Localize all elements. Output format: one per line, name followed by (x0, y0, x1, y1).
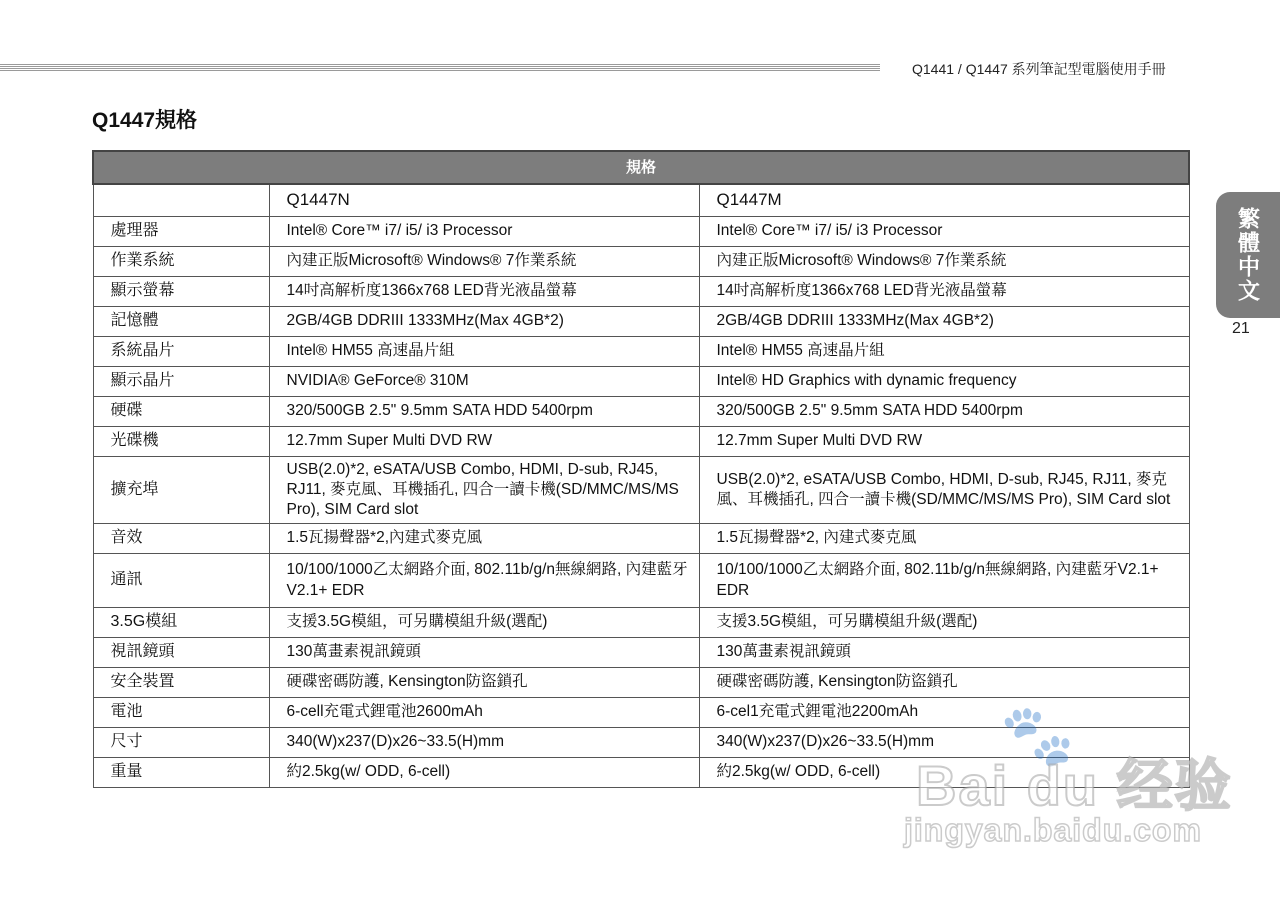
watermark-url: jingyan.baidu.com (904, 812, 1202, 848)
q1447n-value: USB(2.0)*2, eSATA/USB Combo, HDMI, D-sub, RJ45, RJ11, 麥克風、耳機插孔, 四合一讀卡機(SD/MMC/MS/MS Pro), SIM Card slot (269, 457, 699, 524)
row-label: 硬碟 (93, 397, 269, 427)
table-row (93, 247, 1189, 277)
q1447m-value: 10/100/1000乙太網路介面, 802.11b/g/n無線網路, 內建藍牙V2.1+ EDR (699, 554, 1189, 608)
model-header-m: Q1447M (699, 184, 1189, 217)
q1447m-value: 130萬畫素視訊鏡頭 (699, 638, 1189, 668)
q1447m-value: 內建正版Microsoft® Windows® 7作業系統 (699, 247, 1189, 277)
table-row (93, 728, 1189, 758)
spec-table (92, 150, 1190, 788)
table-row (93, 307, 1189, 337)
q1447n-value: 硬碟密碼防護, Kensington防盜鎖孔 (269, 668, 699, 698)
row-label: 電池 (93, 698, 269, 728)
watermark-logo: Bai du 经验 (916, 754, 1233, 817)
q1447n-value: 14吋高解析度1366x768 LED背光液晶螢幕 (269, 277, 699, 307)
q1447n-value: 支援3.5G模組，可另購模組升級(選配) (269, 608, 699, 638)
q1447m-value: 1.5瓦揚聲器*2, 內建式麥克風 (699, 524, 1189, 554)
row-label: 作業系統 (93, 247, 269, 277)
q1447n-value: NVIDIA® GeForce® 310M (269, 367, 699, 397)
header-rule (0, 64, 880, 72)
table-row (93, 337, 1189, 367)
q1447m-value: 硬碟密碼防護, Kensington防盜鎖孔 (699, 668, 1189, 698)
row-label: 光碟機 (93, 427, 269, 457)
q1447m-value: 340(W)x237(D)x26~33.5(H)mm (699, 728, 1189, 758)
model-header-row (93, 184, 1189, 217)
table-row (93, 698, 1189, 728)
page-number: 21 (1232, 320, 1250, 337)
row-label: 處理器 (93, 217, 269, 247)
paw-icon: 🐾 (1000, 702, 1075, 769)
table-title: 規格 (93, 151, 1189, 184)
q1447n-value: Intel® HM55 高速晶片組 (269, 337, 699, 367)
row-label: 通訊 (93, 554, 269, 608)
row-label: 安全裝置 (93, 668, 269, 698)
q1447n-value: 2GB/4GB DDRIII 1333MHz(Max 4GB*2) (269, 307, 699, 337)
q1447m-value: 14吋高解析度1366x768 LED背光液晶螢幕 (699, 277, 1189, 307)
row-label: 擴充埠 (93, 457, 269, 524)
row-label: 顯示晶片 (93, 367, 269, 397)
table-title-row (93, 151, 1189, 184)
language-tab (1216, 192, 1280, 318)
row-label: 音效 (93, 524, 269, 554)
q1447n-value: 約2.5kg(w/ ODD, 6-cell) (269, 758, 699, 788)
row-label: 記憶體 (93, 307, 269, 337)
q1447m-value: Intel® Core™ i7/ i5/ i3 Processor (699, 217, 1189, 247)
q1447m-value: Intel® HM55 高速晶片組 (699, 337, 1189, 367)
page-title: Q1447規格 (92, 109, 198, 132)
table-row (93, 457, 1189, 524)
row-label: 尺寸 (93, 728, 269, 758)
table-row (93, 524, 1189, 554)
table-row (93, 217, 1189, 247)
table-row (93, 758, 1189, 788)
table-row (93, 427, 1189, 457)
q1447m-value: 320/500GB 2.5" 9.5mm SATA HDD 5400rpm (699, 397, 1189, 427)
q1447n-value: 10/100/1000乙太網路介面, 802.11b/g/n無線網路, 內建藍牙V2.1+ EDR (269, 554, 699, 608)
q1447m-value: 12.7mm Super Multi DVD RW (699, 427, 1189, 457)
table-row (93, 554, 1189, 608)
q1447n-value: 340(W)x237(D)x26~33.5(H)mm (269, 728, 699, 758)
q1447n-value: 12.7mm Super Multi DVD RW (269, 427, 699, 457)
table-row (93, 608, 1189, 638)
language-tab-label: 繁體中文 (1235, 207, 1261, 303)
table-row (93, 638, 1189, 668)
manual-title: Q1441 / Q1447 系列筆記型電腦使用手冊 (912, 61, 1166, 77)
model-header-n: Q1447N (269, 184, 699, 217)
q1447n-value: 130萬畫素視訊鏡頭 (269, 638, 699, 668)
q1447m-value: 約2.5kg(w/ ODD, 6-cell) (699, 758, 1189, 788)
q1447n-value: 320/500GB 2.5" 9.5mm SATA HDD 5400rpm (269, 397, 699, 427)
q1447n-value: Intel® Core™ i7/ i5/ i3 Processor (269, 217, 699, 247)
q1447m-value: 6-cel1充電式鋰電池2200mAh (699, 698, 1189, 728)
table-row (93, 367, 1189, 397)
q1447m-value: 2GB/4GB DDRIII 1333MHz(Max 4GB*2) (699, 307, 1189, 337)
row-label: 顯示螢幕 (93, 277, 269, 307)
row-label: 3.5G模組 (93, 608, 269, 638)
table-row (93, 277, 1189, 307)
q1447m-value: Intel® HD Graphics with dynamic frequency (699, 367, 1189, 397)
row-label: 視訊鏡頭 (93, 638, 269, 668)
row-label: 系統晶片 (93, 337, 269, 367)
row-label: 重量 (93, 758, 269, 788)
q1447n-value: 6-cell充電式鋰電池2600mAh (269, 698, 699, 728)
q1447n-value: 1.5瓦揚聲器*2,內建式麥克風 (269, 524, 699, 554)
table-row (93, 668, 1189, 698)
model-header-blank (93, 184, 269, 217)
table-row (93, 397, 1189, 427)
q1447n-value: 內建正版Microsoft® Windows® 7作業系統 (269, 247, 699, 277)
q1447m-value: 支援3.5G模組，可另購模組升級(選配) (699, 608, 1189, 638)
q1447m-value: USB(2.0)*2, eSATA/USB Combo, HDMI, D-sub, RJ45, RJ11, 麥克風、耳機插孔, 四合一讀卡機(SD/MMC/MS/MS Pro), SIM Card slot (699, 457, 1189, 524)
